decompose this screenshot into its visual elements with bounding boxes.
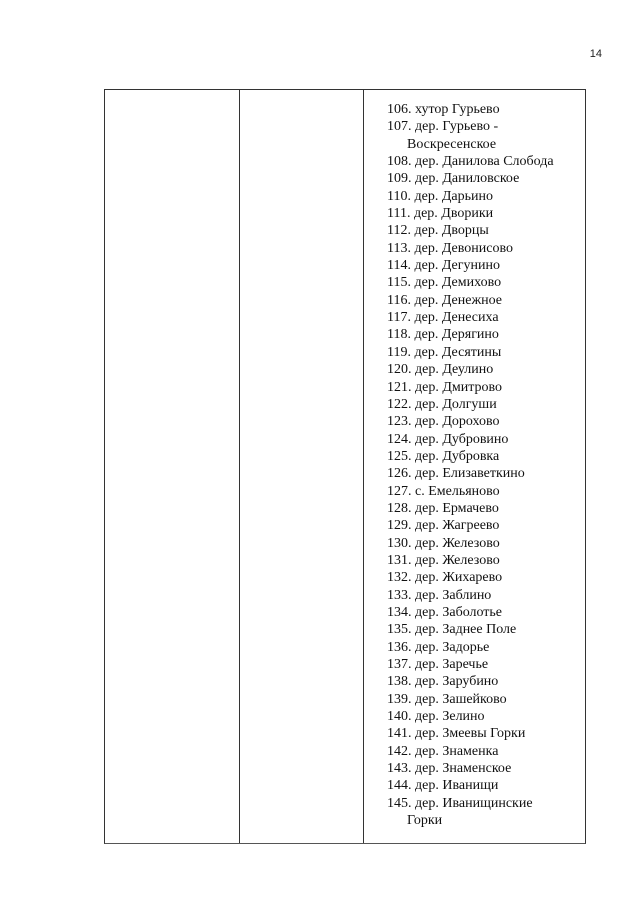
settlement-name: 108. дер. Данилова Слобода: [387, 154, 554, 170]
settlement-item: [387, 118, 585, 153]
settlement-list: [387, 101, 585, 829]
settlement-item: [387, 639, 585, 656]
settlement-name: 110. дер. Дарьино: [387, 188, 493, 204]
settlement-name: 133. дер. Заблино: [387, 587, 492, 603]
settlement-name: 128. дер. Ермачево: [387, 500, 499, 516]
settlement-item: [387, 777, 585, 794]
settlement-item: [387, 743, 585, 760]
settlement-name: 125. дер. Дубровка: [387, 448, 500, 464]
settlement-name: 106. хутор Гурьево: [387, 102, 500, 117]
settlement-item: [387, 292, 585, 309]
settlement-item: [387, 188, 585, 205]
settlement-name-continuation: Горки: [407, 813, 443, 829]
settlement-name: 117. дер. Денесиха: [387, 310, 499, 326]
settlement-item: [387, 170, 585, 187]
settlements-table: [104, 89, 586, 844]
settlement-item: [387, 795, 585, 830]
settlement-name: 131. дер. Железово: [387, 552, 500, 568]
settlement-name: 112. дер. Дворцы: [387, 223, 489, 239]
table-column-1: [105, 90, 240, 843]
settlement-item: [387, 517, 585, 534]
settlement-item: [387, 257, 585, 274]
settlement-item: [387, 691, 585, 708]
settlement-item: [387, 222, 585, 239]
settlement-name: 134. дер. Заболотье: [387, 604, 503, 620]
settlement-name: 137. дер. Заречье: [387, 657, 489, 672]
settlement-item: [387, 708, 585, 725]
settlement-item: [387, 673, 585, 690]
settlement-name: 107. дер. Гурьево -: [387, 119, 499, 135]
settlement-name: 111. дер. Дворики: [387, 206, 494, 222]
settlement-item: [387, 604, 585, 621]
settlement-item: [387, 621, 585, 638]
settlement-name: 132. дер. Жихарево: [387, 570, 503, 586]
settlement-item: [387, 153, 585, 170]
settlement-item: [387, 344, 585, 361]
settlement-item: [387, 274, 585, 291]
settlement-item: [387, 205, 585, 222]
settlement-item: [387, 465, 585, 482]
settlement-item: [387, 448, 585, 465]
settlement-item: [387, 326, 585, 343]
settlement-name: 121. дер. Дмитрово: [387, 379, 503, 395]
settlement-item: [387, 431, 585, 448]
settlement-item: [387, 361, 585, 378]
settlement-item: [387, 483, 585, 500]
settlement-name-continuation: Воскресенское: [407, 136, 497, 152]
settlement-name: 114. дер. Дегунино: [387, 258, 500, 274]
settlement-name: 143. дер. Знаменское: [387, 761, 512, 777]
settlement-name: 142. дер. Знаменка: [387, 743, 499, 759]
settlement-item: [387, 656, 585, 673]
settlement-name: 120. дер. Деулино: [387, 362, 494, 378]
settlement-item: [387, 535, 585, 552]
settlement-item: [387, 569, 585, 586]
settlement-item: [387, 725, 585, 742]
settlement-item: [387, 101, 585, 118]
settlement-name: 141. дер. Змеевы Горки: [387, 726, 526, 742]
table-column-2: [240, 90, 364, 843]
settlement-item: [387, 413, 585, 430]
settlement-item: [387, 379, 585, 396]
table-column-3: [364, 90, 585, 843]
settlement-name: 129. дер. Жагреево: [387, 518, 500, 534]
settlement-item: [387, 309, 585, 326]
settlement-name: 116. дер. Денежное: [387, 292, 503, 308]
settlement-item: [387, 396, 585, 413]
settlement-name: 140. дер. Зелино: [387, 709, 485, 725]
settlement-name: 123. дер. Дорохово: [387, 414, 500, 430]
settlement-name: 127. с. Емельяново: [387, 483, 500, 499]
settlement-name: 113. дер. Девонисово: [387, 240, 513, 256]
settlement-name: 115. дер. Демихово: [387, 275, 502, 291]
settlement-item: [387, 760, 585, 777]
settlement-name: 124. дер. Дубровино: [387, 431, 509, 447]
page-number: 14: [589, 48, 602, 60]
settlement-item: [387, 500, 585, 517]
settlement-name: 119. дер. Десятины: [387, 344, 502, 360]
settlement-name: 126. дер. Елизаветкино: [387, 466, 525, 482]
settlement-item: [387, 552, 585, 569]
settlement-name: 144. дер. Иванищи: [387, 778, 499, 794]
settlement-name: 138. дер. Зарубино: [387, 674, 499, 690]
settlement-item: [387, 240, 585, 257]
settlement-name: 135. дер. Заднее Поле: [387, 622, 517, 638]
settlement-name: 130. дер. Железово: [387, 535, 500, 551]
settlement-name: 118. дер. Дерягино: [387, 327, 499, 343]
settlement-name: 122. дер. Долгуши: [387, 396, 497, 412]
settlement-name: 109. дер. Даниловское: [387, 171, 520, 187]
settlement-name: 139. дер. Зашейково: [387, 691, 507, 707]
settlement-name: 136. дер. Задорье: [387, 639, 490, 655]
settlement-name: 145. дер. Иванищинские: [387, 795, 533, 811]
settlement-item: [387, 587, 585, 604]
